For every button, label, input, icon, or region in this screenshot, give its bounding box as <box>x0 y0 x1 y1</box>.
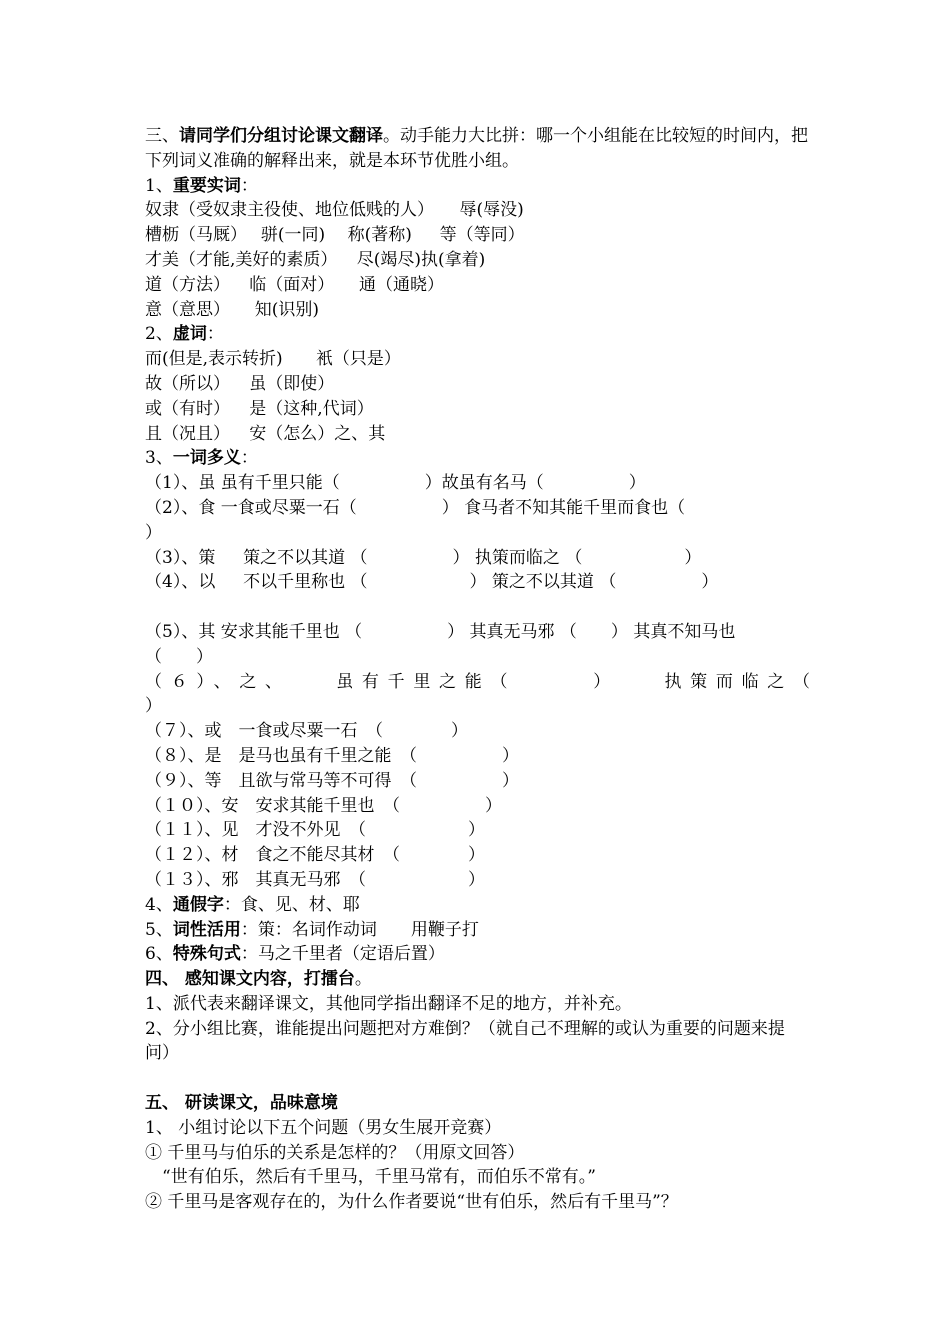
colon: ： <box>240 944 258 965</box>
content-line: 且（况且） 安（怎么）之、其 <box>145 423 386 444</box>
content-line: ② 千里马是客观存在的，为什么作者要说“世有伯乐，然后有千里马”？ <box>145 1192 678 1213</box>
content-line: 奴隶（受奴隶主役使、地位低贱的人） 辱(辱没) <box>145 200 524 221</box>
section-3-title: 请同学们分组讨论课文翻译 <box>179 126 383 146</box>
subsection-2-heading <box>145 322 810 347</box>
content-line: “世有伯乐，然后有千里马，千里马常有，而伯乐不常有。” <box>145 1167 596 1188</box>
subsection-4-heading <box>145 893 810 918</box>
content-line: 道（方法） 临（面对） 通（通晓） <box>145 274 445 295</box>
polysemy-item: （８）、是 是马也虽有千里之能 （ ） <box>145 745 519 766</box>
content-line: 1、派代表来翻译课文，其他同学指出翻译不足的地方，并补充。 <box>145 993 632 1014</box>
content-line: 而(但是,表示转折) 衹（只是） <box>145 349 401 370</box>
polysemy-item: （3）、策 策之不以其道 （ ） 执策而临之 （ ） <box>145 547 702 568</box>
subsection-label: 虚词 <box>172 324 207 345</box>
colon: ： <box>240 448 258 469</box>
subsection-label: 重要实词 <box>172 175 241 196</box>
polysemy-item-cont: （ ） <box>145 646 213 667</box>
content-line: ① 千里马与伯乐的关系是怎样的？（用原文回答） <box>145 1142 525 1163</box>
subsection-1-heading <box>145 174 810 199</box>
polysemy-item: （2）、食 一食或尽粟一石（ ） 食马者不知其能千里而食也（ <box>145 497 686 518</box>
colon: ： <box>206 324 224 345</box>
subsection-label: 通假字 <box>172 894 224 915</box>
section-4-heading <box>145 967 810 992</box>
content-line: 故（所以） 虽（即使） <box>145 373 335 394</box>
content-line: 2、分小组比赛，谁能提出问题把对方难倒？（就自己不理解的或认为重要的问题来提问） <box>145 1018 785 1064</box>
subsection-number: 4、 <box>145 894 173 915</box>
polysemy-item: （１１）、见 才没不外见 （ ） <box>145 820 485 841</box>
polysemy-item: （７）、或 一食或尽粟一石 （ ） <box>145 721 468 742</box>
subsection-content: 食、见、材、耶 <box>240 894 360 915</box>
subsection-3-heading <box>145 446 810 471</box>
subsection-content: 策：名词作动词 用鞭子打 <box>257 919 479 940</box>
polysemy-item: （９）、等 且欲与常马等不可得 （ ） <box>145 770 519 791</box>
subsection-number: 2、 <box>145 324 173 345</box>
polysemy-item-cont: ） <box>145 522 162 543</box>
colon: ： <box>240 175 258 196</box>
polysemy-item: （5）、其 安求其能千里也 （ ） 其真无马邪 （ ） 其真不知马也 <box>145 621 736 642</box>
polysemy-item: （1）、虽 虽有千里只能（ ）故虽有名马（ ） <box>145 473 646 494</box>
section-5-title: 五、 研读课文，品味意境 <box>145 1093 338 1114</box>
blank-line <box>145 595 810 620</box>
content-line: 1、 小组讨论以下五个问题（男女生展开竞赛） <box>145 1117 502 1138</box>
content-line: 槽枥（马厩） 骈(一同) 称(著称) 等（等同） <box>145 225 525 246</box>
polysemy-item: （4）、以 不以千里称也 （ ） 策之不以其道 （ ） <box>145 572 719 593</box>
polysemy-item-cont: ） <box>145 696 162 717</box>
section-4-title: 四、 感知课文内容，打擂台 <box>145 969 355 990</box>
subsection-label: 词性活用 <box>172 919 241 940</box>
subsection-5-heading <box>145 918 810 943</box>
colon: ： <box>240 919 258 940</box>
polysemy-item: （１２）、材 食之不能尽其材 （ ） <box>145 845 485 866</box>
subsection-content: 马之千里者（定语后置） <box>257 944 445 965</box>
document-body <box>145 124 810 1215</box>
blank-line <box>145 1066 810 1091</box>
subsection-label: 一词多义 <box>172 448 241 469</box>
polysemy-item: （１０）、安 安求其能千里也 （ ） <box>145 795 502 816</box>
subsection-6-heading <box>145 942 810 967</box>
polysemy-item: （６）、之、 虽有千里之能（ ） 执策而临之（ <box>145 671 810 692</box>
section-3-heading <box>145 124 810 174</box>
punctuation: 。 <box>354 969 372 990</box>
subsection-number: 5、 <box>145 919 173 940</box>
content-line: 才美（才能,美好的素质） 尽(竭尽)执(拿着) <box>145 249 486 270</box>
content-line: 或（有时） 是（这种,代词） <box>145 398 374 419</box>
subsection-number: 3、 <box>145 448 173 469</box>
section-3-instructions: 。动手能力大比拼：哪一个小组能在比较短的时间内，把下列词义准确的解释出来，就是本环节优胜小组。 <box>145 126 808 171</box>
section-3-number: 三、 <box>145 126 179 146</box>
subsection-number: 6、 <box>145 944 173 965</box>
polysemy-item: （１３）、邪 其真无马邪 （ ） <box>145 869 485 890</box>
content-line: 意（意思） 知(识别) <box>145 299 319 320</box>
colon: ： <box>223 894 241 915</box>
subsection-number: 1、 <box>145 175 173 196</box>
subsection-label: 特殊句式 <box>172 944 241 965</box>
